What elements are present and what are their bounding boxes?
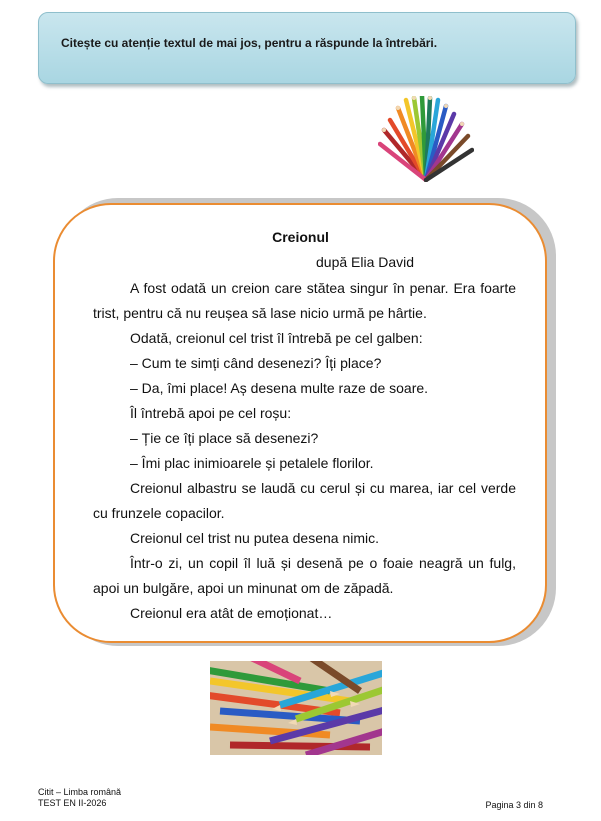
story-paragraph: A fost odată un creion care stătea singur în penar. Era foarte trist, pentru că nu reușea să lase nicio urmă pe hârtie. — [93, 280, 516, 321]
story-paragraph: Creionul era atât de emoționat… — [130, 605, 333, 621]
story-paragraph: Creionul cel trist nu putea desena nimic. — [130, 530, 380, 546]
story-paragraph: Odată, creionul cel trist îl întrebă pe cel galben: — [130, 330, 423, 346]
footer-subject: Citit – Limba română — [38, 787, 122, 797]
story-author: după Elia David — [316, 254, 415, 270]
story-title: Creionul — [272, 229, 329, 245]
page-number: Pagina 3 din 8 — [485, 800, 543, 810]
instruction-text: Citește cu atenție textul de mai jos, pentru a răspunde la întrebări. — [61, 36, 438, 50]
story-paragraph: Într-o zi, un copil îl luă și desenă pe o foaie neagră un fulg, apoi un bulgăre, apoi un minunat om de zăpadă. — [93, 555, 516, 596]
footer-test: TEST EN II-2026 — [38, 798, 107, 808]
story-paragraph: – Îmi plac inimioarele și petalele florilor. — [130, 455, 374, 471]
story-paragraph: Îl întrebă apoi pe cel roșu: — [130, 405, 292, 421]
instruction-banner — [38, 12, 576, 84]
footer-left — [38, 787, 121, 809]
colored-pencils-cup-icon — [378, 96, 474, 182]
colored-pencils-pile-photo — [210, 661, 382, 755]
story-paragraph: – Da, îmi place! Aș desena multe raze de soare. — [130, 380, 429, 396]
story-paragraph: – Ție ce îți place să desenezi? — [130, 430, 319, 446]
story-paragraph: Creionul albastru se laudă cu cerul și cu marea, iar cel verde cu frunzele copacilor. — [93, 480, 516, 521]
story-paragraph: – Cum te simți când desenezi? Îți place? — [130, 355, 382, 371]
